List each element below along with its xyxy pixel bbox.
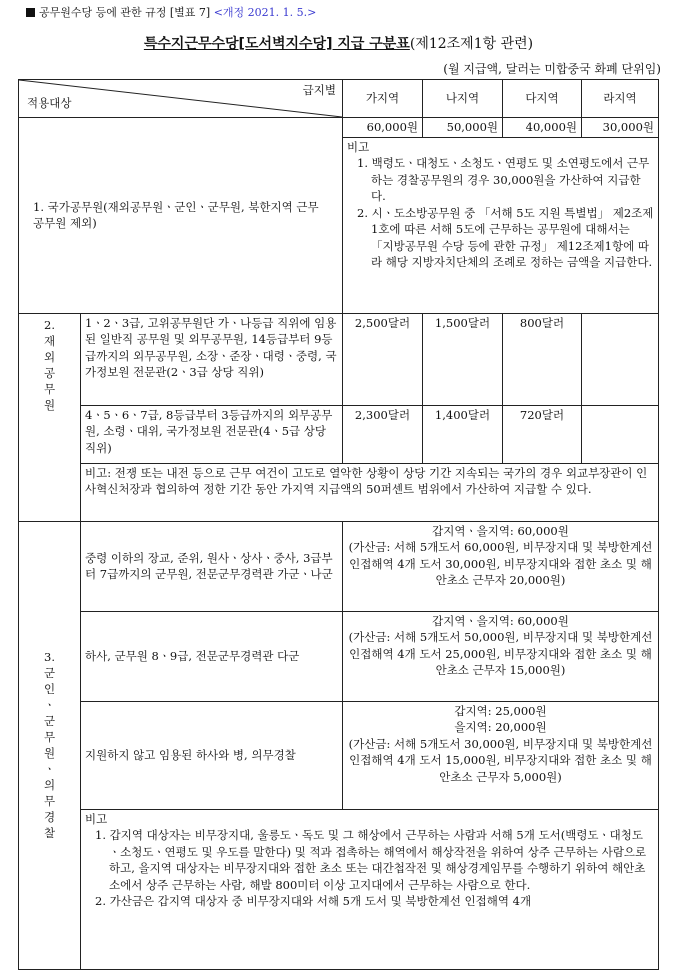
- page-title: [0, 33, 677, 53]
- regulation-header: [26, 4, 316, 20]
- regulation-name: 공무원수당 등에 관한 규정 [별표 7]: [39, 6, 211, 19]
- row3-label: 3. 군인ㆍ군무원ㆍ의무경찰: [19, 521, 81, 969]
- row1-note-item: 1. 백령도ㆍ대청도ㆍ소청도ㆍ연평도 및 소연평도에서 근무하는 경찰공무원의 경우 30,000원을 가산하여 지급한다.: [357, 156, 650, 203]
- row1-note-item: 2. 시ㆍ도소방공무원 중 「서해 5도 지원 특별법」 제2조제1호에 따른 서해 5도에 근무하는 공무원에 대해서는 「지방공무원 수당 등에 관한 규정」 제12조제1항에 따라 해당 지방자치단체의 조례로 정하는 금액을 지급한다.: [357, 205, 654, 269]
- row3-sub1-amount: 갑지역ㆍ을지역: 60,000원 (가산금: 서해 5개도서 60,000원, 비무장지대 및 북방한계선 인접해역 4개 도서 30,000원, 비무장지대와 접한 초소 및 해안초소 근무자 20,000원): [343, 521, 659, 611]
- row2-sub2-ra: [582, 405, 659, 463]
- row1-notes: [343, 137, 659, 313]
- title-main: 특수지근무수당[도서벽지수당] 지급 구분표: [143, 36, 410, 52]
- row1-amount-da: 40,000원: [503, 118, 582, 138]
- row2-sub1-text: 1ㆍ2ㆍ3급, 고위공무원단 가ㆍ나등급 직위에 임용된 일반직 공무원 및 외무공무원, 14등급부터 9등급까지의 외무공무원, 소장ㆍ준장ㆍ대령ㆍ중령, 국가정보원 전문관(2ㆍ3급 상당 직위): [81, 313, 343, 405]
- corner-bottom-label: 적용대상: [27, 95, 72, 110]
- revision-link[interactable]: <개정 2021. 1. 5.>: [213, 6, 317, 19]
- row1-amount-ga: 60,000원: [343, 118, 423, 138]
- row2-sub2-na: 1,400달러: [423, 405, 503, 463]
- row1-amount-na: 50,000원: [423, 118, 503, 138]
- row2-label: 2. 재외공무원: [19, 313, 81, 521]
- unit-note: (월 지급액, 달러는 미합중국 화폐 단위임): [443, 62, 661, 76]
- row1-note-title: 비고: [347, 139, 370, 154]
- row2-sub2-da: 720달러: [503, 405, 582, 463]
- col-header-ga: 가지역: [343, 80, 423, 118]
- row2-sub1-na: 1,500달러: [423, 313, 503, 405]
- row2-sub1-da: 800달러: [503, 313, 582, 405]
- row2-sub1-ga: 2,500달러: [343, 313, 423, 405]
- row3-sub2-text: 하사, 군무원 8ㆍ9급, 전문군무경력관 다군: [81, 611, 343, 701]
- col-header-ra: 라지역: [582, 80, 659, 118]
- row3-sub3-text: 지원하지 않고 임용된 하사와 병, 의무경찰: [81, 701, 343, 809]
- row3-sub2-amount: 갑지역ㆍ을지역: 60,000원 (가산금: 서해 5개도서 50,000원, 비무장지대 및 북방한계선 인접해역 4개 도서 25,000원, 비무장지대와 접한 초소 및 해안초소 근무자 15,000원): [343, 611, 659, 701]
- row2-sub2-ga: 2,300달러: [343, 405, 423, 463]
- row1-label: 1. 국가공무원(재외공무원ㆍ군인ㆍ군무원, 북한지역 근무공무원 제외): [19, 118, 343, 314]
- row2-sub1-ra: [582, 313, 659, 405]
- row3-sub3-amount: 갑지역: 25,000원 을지역: 20,000원 (가산금: 서해 5개도서 30,000원, 비무장지대 및 북방한계선 인접해역 4개 도서 15,000원, 비무장지대와 접한 초소 및 해안초소 근무자 5,000원): [343, 701, 659, 809]
- row2-note: 비고: 전쟁 또는 내전 등으로 근무 여건이 고도로 열악한 상황이 상당 기간 지속되는 국가의 경우 외교부장관이 인사혁신처장과 협의하여 정한 기간 동안 가지역 지급액의 50퍼센트 범위에서 가산하여 지급할 수 있다.: [81, 463, 659, 521]
- row1-amount-ra: 30,000원: [582, 118, 659, 138]
- title-sub: (제12조제1항 관련): [409, 36, 534, 52]
- col-header-da: 다지역: [503, 80, 582, 118]
- corner-top-label: 급지별: [302, 83, 336, 97]
- row3-note-title: 비고: [85, 811, 108, 826]
- allowance-table: [18, 79, 659, 970]
- col-header-na: 나지역: [423, 80, 503, 118]
- square-bullet-icon: [26, 8, 35, 17]
- corner-header-cell: [19, 80, 343, 118]
- row3-note-item: 1. 갑지역 대상자는 비무장지대, 울릉도ㆍ독도 및 그 해상에서 근무하는 사람과 서해 5개 도서(백령도ㆍ대청도ㆍ소청도ㆍ연평도 및 우도를 말한다) 및 적과 접촉하는 해역에서 해상작전을 위하여 상주 근무하는 사람으로 하고, 을지역 대상자는 비무장지대와 접한 초소 또는 대간첩작전 및 해상경계임무를 수행하기 위하여 해안초소에서 상주 근무하는 사람, 해발 800미터 이상 고지대에서 근무하는 사람으로 한다.: [95, 828, 647, 892]
- row3-sub1-text: 중령 이하의 장교, 준위, 원사ㆍ상사ㆍ중사, 3급부터 7급까지의 군무원, 전문군무경력관 가군ㆍ나군: [81, 521, 343, 611]
- row2-sub2-text: 4ㆍ5ㆍ6ㆍ7급, 8등급부터 3등급까지의 외무공무원, 소령ㆍ대위, 국가정보원 전문관(4ㆍ5급 상당 직위): [81, 405, 343, 463]
- row3-note-item: 2. 가산금은 갑지역 대상자 중 비무장지대와 서해 5개 도서 및 북방한계선 인접해역 4개: [95, 894, 532, 908]
- row3-notes: [81, 809, 659, 969]
